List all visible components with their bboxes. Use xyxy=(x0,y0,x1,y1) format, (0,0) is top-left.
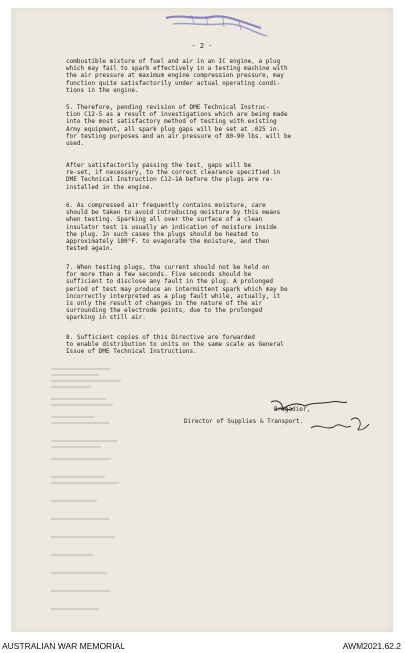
text-line: Army equipment, all spark plug gaps will be set at .025 in. xyxy=(66,125,281,133)
text-line: incorrectly interpreted as a plug fault while, actually, it xyxy=(66,292,281,300)
text-line: used. xyxy=(66,140,85,148)
document-page xyxy=(11,8,393,632)
footer-accession-number: AWM2021.62.2 xyxy=(342,641,401,651)
text-line: surrounding the electrode points, due to the prolonged xyxy=(66,307,263,315)
text-line: 7. When testing plugs, the current should not be held on xyxy=(66,264,270,271)
text-line: the air pressure at maximum engine compression pressure, may xyxy=(66,72,284,80)
text-line: should be taken to avoid introducing moisture by this means xyxy=(66,209,281,217)
text-line: into the most satisfactory method of testing with existing xyxy=(66,118,277,126)
paragraph-8 xyxy=(66,334,378,356)
text-line: which may fail to spark effectively in a testing machine with xyxy=(66,65,288,73)
paragraph-7 xyxy=(66,264,378,322)
footer-institution: AUSTRALIAN WAR MEMORIAL xyxy=(2,641,125,651)
paragraph-intro-continued xyxy=(66,58,378,94)
text-line: insulator test is usually an indication of moisture inside xyxy=(66,223,277,231)
text-line: tested again. xyxy=(66,245,114,253)
text-line: tions in the engine. xyxy=(66,86,139,94)
ink-stamp-mark xyxy=(161,10,271,40)
text-line: 8. Sufficient copies of this Directive are forwarded xyxy=(66,334,255,341)
handwritten-signature xyxy=(201,396,381,436)
text-line: is only the result of changes in the nature of the air xyxy=(66,300,263,308)
text-line: installed in the engine. xyxy=(66,183,154,191)
text-line: re-set, if necessary, to the correct clearance specified in xyxy=(66,169,281,177)
signatory-rank: Brigadier, xyxy=(274,406,311,413)
text-line: when testing. Sparking all over the surface of a clean xyxy=(66,216,263,224)
text-line: 6. As compressed air frequently contains moisture, care xyxy=(66,202,266,209)
text-line: sparking in still air. xyxy=(66,314,146,322)
text-line: function quite satisfactorily under actual operating condi- xyxy=(66,79,281,87)
text-line: combustible mixture of fuel and air in an IC engine, a plug xyxy=(66,58,281,65)
text-line: the plug. In such cases the plugs should be heated to xyxy=(66,230,259,238)
text-line: 5. Therefore, pending revision of DME Technical Instruc- xyxy=(66,104,270,111)
text-line: approximately 180°F. to evaporate the moisture, and then xyxy=(66,238,270,246)
text-line: After satisfactorily passing the test, gaps will be xyxy=(66,162,252,169)
signatory-title: Director of Supplies & Transport. xyxy=(184,418,304,425)
text-line: for testing purposes and an air pressure of 80-90 lbs. will be xyxy=(66,132,292,140)
archive-footer xyxy=(0,635,405,653)
text-line: to enable distribution to units on the same scale as General xyxy=(66,341,284,349)
text-line: for more than a few seconds. Five seconds should be xyxy=(66,271,252,279)
text-line: sufficient to disclose any fault in the plug. A prolonged xyxy=(66,278,274,286)
paragraph-5 xyxy=(66,104,378,147)
text-line: period of test may produce an intermittent spark which may be xyxy=(66,285,288,293)
paragraph-5-continued xyxy=(66,162,378,191)
text-line: Issue of DME Technical Instructions. xyxy=(66,348,197,356)
text-line: tion C12-5 as a result of investigations which are being made xyxy=(66,111,288,119)
page-number: - 2 - xyxy=(191,42,213,50)
text-line: DME Technical Instruction C12-1A before the plugs are re- xyxy=(66,176,274,184)
faded-bleed-through-text xyxy=(51,368,191,638)
paragraph-6 xyxy=(66,202,378,252)
